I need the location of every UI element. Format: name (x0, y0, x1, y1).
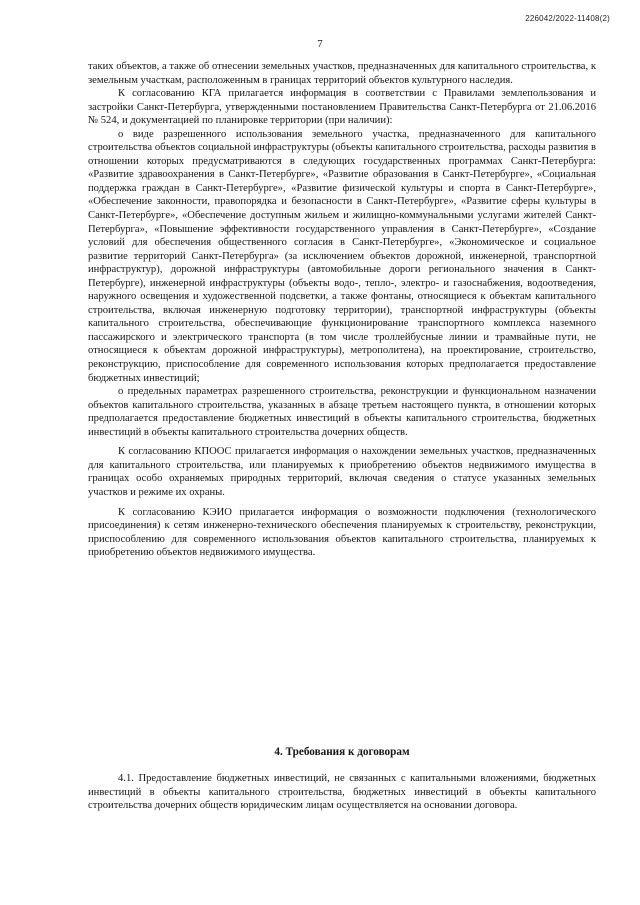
paragraph: о предельных параметрах разрешенного строительства, реконструкции и функциональном назначении объектов капитального строительства, указанных в абзаце третьем настоящего пункта, в отношении которых предполагается предоставление бюджетных инвестиций в объекты капитального строительства, бюджетных инвестиций в объекты капитального строительства дочерних обществ. (88, 386, 596, 438)
paragraph: К согласованию КГА прилагается информация в соответствии с Правилами землепользования и застройки Санкт-Петербурга, утвержденными постановлением Правительства Санкт-Петербурга от 21.06.2016 № 524, и документацией по планировке территории (при наличии): (88, 88, 596, 127)
section-body (88, 772, 596, 813)
section-heading: 4. Требования к договорам (274, 746, 410, 758)
paragraph: К согласованию КПООС прилагается информация о нахождении земельных участков, предназначенных для капитального строительства, или планируемых к приобретению объектов недвижимого имущества в границах особо охраняемых природных территорий, включая сведения о статусе указанных земельных участков и режиме их охраны. (88, 446, 596, 498)
page-number: 7 (317, 38, 323, 50)
paragraph: таких объектов, а также об отнесении земельных участков, предназначенных для капитального строительства, к земельным участкам, расположенным в границах территорий объектов культурного наследия. (88, 61, 596, 86)
paragraph: К согласованию КЭИО прилагается информация о возможности подключения (технологического присоединения) к сетям инженерно-технического обеспечения планируемых к строительству, реконструкции, приспособлению для современного использования объектов капитального строительства, планируемых к приобретению объектов недвижимого имущества. (88, 506, 596, 559)
document-body (88, 60, 596, 560)
paragraph: о виде разрешенного использования земельного участка, предназначенного для капитального строительства объектов социальной инфраструктуры (объекты капитального строительства, расходы развития в отношении которых предусматриваются в следующих государственных программах Санкт-Петербурга: «Развитие здравоохранения в Санкт-Петербурге», «Развитие образования в Санкт-Петербурге», «Социальная поддержка граждан в Санкт-Петербурге», «Развитие физической культуры и спорта в Санкт-Петербурге», «Обеспечение законности, правопорядка и безопасности в Санкт-Петербурге», «Развитие сферы культуры в Санкт-Петербурге», «Обеспечение доступным жильем и жилищно-коммунальными услугами жителей Санкт-Петербурга», «Повышение эффективности государственного управления в Санкт-Петербурге», «Создание условий для обеспечения общественного согласия в Санкт-Петербурге», «Экономическое и социальное развитие территорий Санкт-Петербурга» (за исключением объектов дорожной, инженерной, транспортной инфраструктур), дорожной инфраструктуры (автомобильные дороги регионального значения в Санкт-Петербурге), инженерной инфраструктуры (объекты водо-, тепло-, электро- и газоснабжения, водоотведения, наружного освещения и художественной подсветки, а также фонтаны, относящиеся к объектам капитального строительства, включая инженерную подготовку территории), транспортной инфраструктуры (объекты капитального строительства, обеспечивающие функционирование транспортного комплекса наземного пассажирского и электрического транспорта (в том числе троллейбусные линии и трамвайные пути, не относящиеся к объектам дорожной инфраструктуры), метрополитена), на проектирование, строительство, реконструкцию, приспособление для современного использования которых предполагается предоставление бюджетных инвестиций; (88, 128, 596, 384)
document-number: 226042/2022-11408(2) (525, 14, 610, 23)
paragraph: 4.1. Предоставление бюджетных инвестиций, не связанных с капитальными вложениями, бюджетных инвестиций в объекты капитального строительства, бюджетных инвестиций в объекты капитального строительства дочерних обществ юридическим лицам осуществляется на основании договора. (88, 773, 596, 812)
